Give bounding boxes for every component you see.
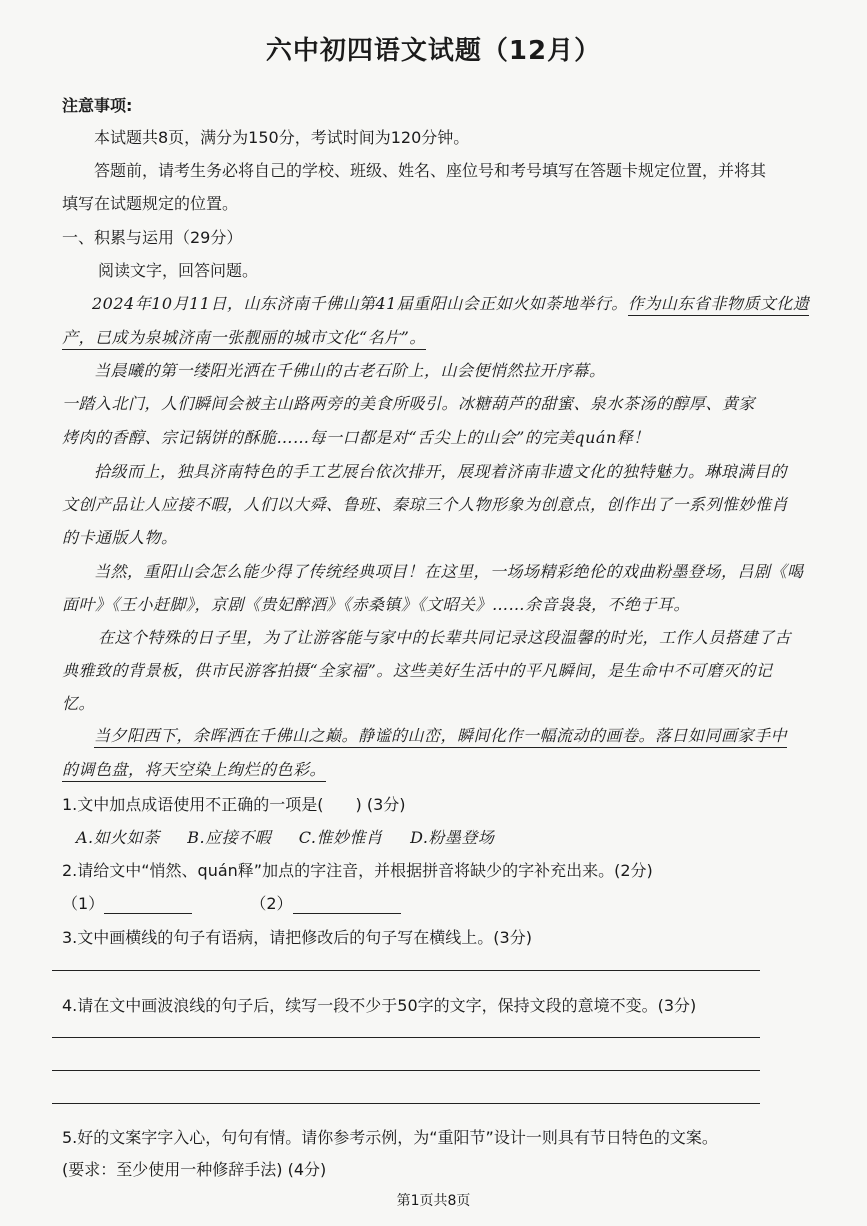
passage-p4a: 拾级而上，独具济南特色的手工艺展台依次排开，展现着济南非遗文化的独特魅力。琳琅满目的 [94, 462, 788, 481]
passage-p3a: 一踏入北门，人们瞬间会被主山路两旁的美食所吸引。冰糖葫芦的甜蜜、泉水茶汤的醇厚、黄家 [62, 394, 756, 413]
passage-p4c: 的卡通版人物。 [62, 528, 178, 547]
question-4-stem: 4.请在文中画波浪线的句子后，续写一段不少于50字的文字，保持文段的意境不变。(3分) [62, 996, 697, 1015]
passage-p5b: 面叶》《王小赶脚》，京剧《贵妃醉酒》《赤桑镇》《文昭关》……余音袅袅，不绝于耳。 [62, 595, 691, 614]
passage-p7b [62, 760, 326, 780]
answer-line-q4-3[interactable] [52, 1103, 760, 1104]
passage-p1a [92, 294, 809, 314]
passage-p3b: 烤肉的香醇、宗记锅饼的酥脆……每一口都是对“舌尖上的山会”的完美quán释！ [62, 428, 650, 447]
passage-p6a: 在这个特殊的日子里，为了让游客能与家中的长辈共同记录这段温馨的时光，工作人员搭建了古 [98, 628, 792, 647]
passage-p1b [62, 328, 426, 348]
passage-p1a-plain: 2024年10月11日，山东济南千佛山第41届重阳山会正如火如荼地举行。 [92, 294, 628, 313]
passage-p2: 当晨曦的第一缕阳光洒在千佛山的古老石阶上，山会便悄然拉开序幕。 [94, 361, 606, 380]
page-footer: 第1页共8页 [396, 1193, 471, 1209]
question-3-stem: 3.文中画横线的句子有语病，请把修改后的句子写在横线上。(3分) [62, 928, 532, 947]
passage-p6b: 典雅致的背景板，供市民游客拍摄“全家福”。这些美好生活中的平凡瞬间，是生命中不可磨灭的记 [62, 661, 773, 680]
notice-heading: 注意事项: [62, 96, 133, 115]
question-5-stem: 5.好的文案字字入心，句句有情。请你参考示例，为“重阳节”设计一则具有节日特色的文案。 [62, 1128, 718, 1147]
wavy-sentence-1: 当夕阳西下，余晖洒在千佛山之巅。静谧的山峦，瞬间化作一幅流动的画卷。落日如同画家手中 [94, 726, 787, 748]
question-2-blanks [62, 894, 401, 914]
blank-label-1: （1） [62, 894, 105, 913]
question-1-options [76, 828, 516, 848]
wavy-sentence-2: 的调色盘，将天空染上绚烂的色彩。 [62, 760, 326, 782]
answer-blank-1[interactable] [104, 897, 192, 914]
answer-blank-2[interactable] [293, 897, 401, 914]
underlined-sentence-1: 作为山东省非物质文化遗 [628, 294, 810, 316]
notice-item-1: 本试题共8页，满分为150分，考试时间为120分钟。 [94, 128, 470, 147]
question-2-stem: 2.请给文中“悄然、quán释”加点的字注音，并根据拼音将缺少的字补充出来。(2分) [62, 861, 653, 880]
blank-label-2: （2） [250, 894, 293, 913]
answer-line-q3[interactable] [52, 970, 760, 971]
section-heading: 一、积累与运用（29分） [62, 228, 243, 247]
question-5-requirement: (要求：至少使用一种修辞手法) (4分) [62, 1160, 327, 1179]
option-b: B.应接不暇 [187, 828, 272, 847]
answer-line-q4-2[interactable] [52, 1070, 760, 1071]
option-d: D.粉墨登场 [410, 828, 495, 847]
page-title: 六中初四语文试题（12月） [265, 36, 602, 66]
option-a: A.如火如荼 [76, 828, 160, 847]
notice-item-2b: 填写在试题规定的位置。 [62, 194, 239, 213]
question-1-stem: 1.文中加点成语使用不正确的一项是( ) (3分) [62, 795, 406, 814]
section-intro: 阅读文字，回答问题。 [98, 261, 259, 280]
option-c: C.惟妙惟肖 [298, 828, 383, 847]
answer-line-q4-1[interactable] [52, 1037, 760, 1038]
passage-p6c: 忆。 [62, 694, 96, 713]
notice-item-2a: 答题前，请考生务必将自己的学校、班级、姓名、座位号和考号填写在答题卡规定位置，并将其 [94, 161, 767, 180]
underlined-sentence-2: 产，已成为泉城济南一张靓丽的城市文化“名片”。 [62, 328, 426, 350]
passage-p4b: 文创产品让人应接不暇，人们以大舜、鲁班、秦琼三个人物形象为创意点，创作出了一系列惟妙惟肖 [62, 495, 789, 514]
passage-p7a [94, 726, 787, 746]
passage-p5a: 当然，重阳山会怎么能少得了传统经典项目！在这里，一场场精彩绝伦的戏曲粉墨登场，吕剧《喝 [94, 562, 804, 581]
